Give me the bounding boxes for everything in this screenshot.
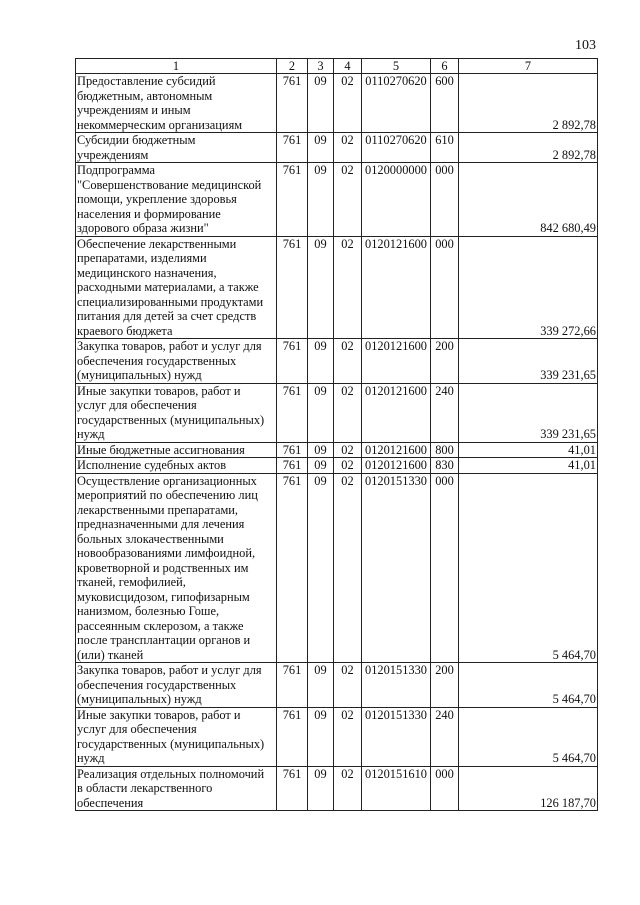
row-target-code: 0120151330 xyxy=(362,473,431,663)
row-subsection-code: 02 xyxy=(334,663,362,708)
column-header: 4 xyxy=(334,59,362,74)
row-expense-type-code: 000 xyxy=(431,473,459,663)
row-admin-code: 761 xyxy=(277,236,308,339)
row-expense-type-code: 000 xyxy=(431,163,459,237)
row-section-code: 09 xyxy=(308,163,334,237)
row-amount: 41,01 xyxy=(459,458,598,474)
row-section-code: 09 xyxy=(308,383,334,442)
row-admin-code: 761 xyxy=(277,766,308,811)
row-section-code: 09 xyxy=(308,133,334,163)
row-name: Реализация отдельных полномочий в области лекарственного обеспечения xyxy=(76,766,277,811)
row-section-code: 09 xyxy=(308,74,334,133)
table-row xyxy=(76,133,598,163)
row-admin-code: 761 xyxy=(277,442,308,458)
row-admin-code: 761 xyxy=(277,74,308,133)
row-name: Обеспечение лекарственными препаратами, изделиями медицинского назначения, расходными материалами, а также специализированными продуктами питания для детей за счет средств краевого бюджета xyxy=(76,236,277,339)
row-name: Субсидии бюджетным учреждениям xyxy=(76,133,277,163)
row-section-code: 09 xyxy=(308,663,334,708)
row-name: Предоставление субсидий бюджетным, автономным учреждениям и иным некоммерческим организациям xyxy=(76,74,277,133)
row-subsection-code: 02 xyxy=(334,74,362,133)
row-amount: 5 464,70 xyxy=(459,473,598,663)
row-name: Иные закупки товаров, работ и услуг для обеспечения государственных (муниципальных) нужд xyxy=(76,707,277,766)
row-section-code: 09 xyxy=(308,707,334,766)
table-row xyxy=(76,473,598,663)
row-expense-type-code: 600 xyxy=(431,74,459,133)
row-amount: 339 272,66 xyxy=(459,236,598,339)
column-header: 3 xyxy=(308,59,334,74)
row-expense-type-code: 800 xyxy=(431,442,459,458)
row-admin-code: 761 xyxy=(277,473,308,663)
table-row xyxy=(76,458,598,474)
column-header: 2 xyxy=(277,59,308,74)
row-target-code: 0120151330 xyxy=(362,663,431,708)
row-admin-code: 761 xyxy=(277,707,308,766)
row-name: Иные бюджетные ассигнования xyxy=(76,442,277,458)
row-target-code: 0120121600 xyxy=(362,442,431,458)
row-section-code: 09 xyxy=(308,442,334,458)
row-expense-type-code: 200 xyxy=(431,663,459,708)
table-row xyxy=(76,383,598,442)
row-subsection-code: 02 xyxy=(334,133,362,163)
row-target-code: 0110270620 xyxy=(362,133,431,163)
table-header-row xyxy=(76,59,598,74)
row-name: Иные закупки товаров, работ и услуг для обеспечения государственных (муниципальных) нужд xyxy=(76,383,277,442)
column-header: 1 xyxy=(76,59,277,74)
row-name: Осуществление организационных мероприятий по обеспечению лиц лекарственными препаратами, предназначенными для лечения больных злокачественными новообразованиями лимфоидной, кроветворной и родственных им тканей, гемофилией, муковисцидозом, гипофизарным нанизмом, болезнью Гоше, рассеянным склерозом, а также после трансплантации органов и (или) тканей xyxy=(76,473,277,663)
row-expense-type-code: 240 xyxy=(431,707,459,766)
row-expense-type-code: 000 xyxy=(431,766,459,811)
table-row xyxy=(76,74,598,133)
row-subsection-code: 02 xyxy=(334,442,362,458)
row-target-code: 0110270620 xyxy=(362,74,431,133)
table-row xyxy=(76,442,598,458)
row-target-code: 0120151610 xyxy=(362,766,431,811)
table-row xyxy=(76,663,598,708)
row-admin-code: 761 xyxy=(277,163,308,237)
row-admin-code: 761 xyxy=(277,133,308,163)
row-subsection-code: 02 xyxy=(334,163,362,237)
row-name: Подпрограмма "Совершенствование медицинской помощи, укрепление здоровья населения и формирование здорового образа жизни" xyxy=(76,163,277,237)
row-amount: 41,01 xyxy=(459,442,598,458)
column-header: 7 xyxy=(459,59,598,74)
row-subsection-code: 02 xyxy=(334,236,362,339)
row-amount: 2 892,78 xyxy=(459,74,598,133)
row-section-code: 09 xyxy=(308,473,334,663)
column-header: 6 xyxy=(431,59,459,74)
row-name: Закупка товаров, работ и услуг для обеспечения государственных (муниципальных) нужд xyxy=(76,339,277,384)
row-subsection-code: 02 xyxy=(334,473,362,663)
row-target-code: 0120121600 xyxy=(362,383,431,442)
row-amount: 5 464,70 xyxy=(459,707,598,766)
row-expense-type-code: 000 xyxy=(431,236,459,339)
row-expense-type-code: 610 xyxy=(431,133,459,163)
row-target-code: 0120121600 xyxy=(362,339,431,384)
row-amount: 339 231,65 xyxy=(459,383,598,442)
row-expense-type-code: 240 xyxy=(431,383,459,442)
row-section-code: 09 xyxy=(308,236,334,339)
row-admin-code: 761 xyxy=(277,383,308,442)
row-section-code: 09 xyxy=(308,458,334,474)
row-expense-type-code: 200 xyxy=(431,339,459,384)
table-row xyxy=(76,707,598,766)
row-admin-code: 761 xyxy=(277,663,308,708)
row-target-code: 0120151330 xyxy=(362,707,431,766)
row-section-code: 09 xyxy=(308,766,334,811)
row-expense-type-code: 830 xyxy=(431,458,459,474)
row-subsection-code: 02 xyxy=(334,458,362,474)
page-number: 103 xyxy=(575,38,596,53)
row-target-code: 0120121600 xyxy=(362,458,431,474)
row-subsection-code: 02 xyxy=(334,766,362,811)
table-row xyxy=(76,339,598,384)
row-section-code: 09 xyxy=(308,339,334,384)
row-admin-code: 761 xyxy=(277,458,308,474)
column-header: 5 xyxy=(362,59,431,74)
row-amount: 842 680,49 xyxy=(459,163,598,237)
budget-table xyxy=(75,58,598,811)
row-subsection-code: 02 xyxy=(334,707,362,766)
row-subsection-code: 02 xyxy=(334,339,362,384)
row-target-code: 0120000000 xyxy=(362,163,431,237)
row-amount: 339 231,65 xyxy=(459,339,598,384)
row-amount: 2 892,78 xyxy=(459,133,598,163)
row-amount: 126 187,70 xyxy=(459,766,598,811)
row-admin-code: 761 xyxy=(277,339,308,384)
table-row xyxy=(76,236,598,339)
table-row xyxy=(76,163,598,237)
row-name: Исполнение судебных актов xyxy=(76,458,277,474)
row-name: Закупка товаров, работ и услуг для обеспечения государственных (муниципальных) нужд xyxy=(76,663,277,708)
row-target-code: 0120121600 xyxy=(362,236,431,339)
row-subsection-code: 02 xyxy=(334,383,362,442)
row-amount: 5 464,70 xyxy=(459,663,598,708)
table-row xyxy=(76,766,598,811)
